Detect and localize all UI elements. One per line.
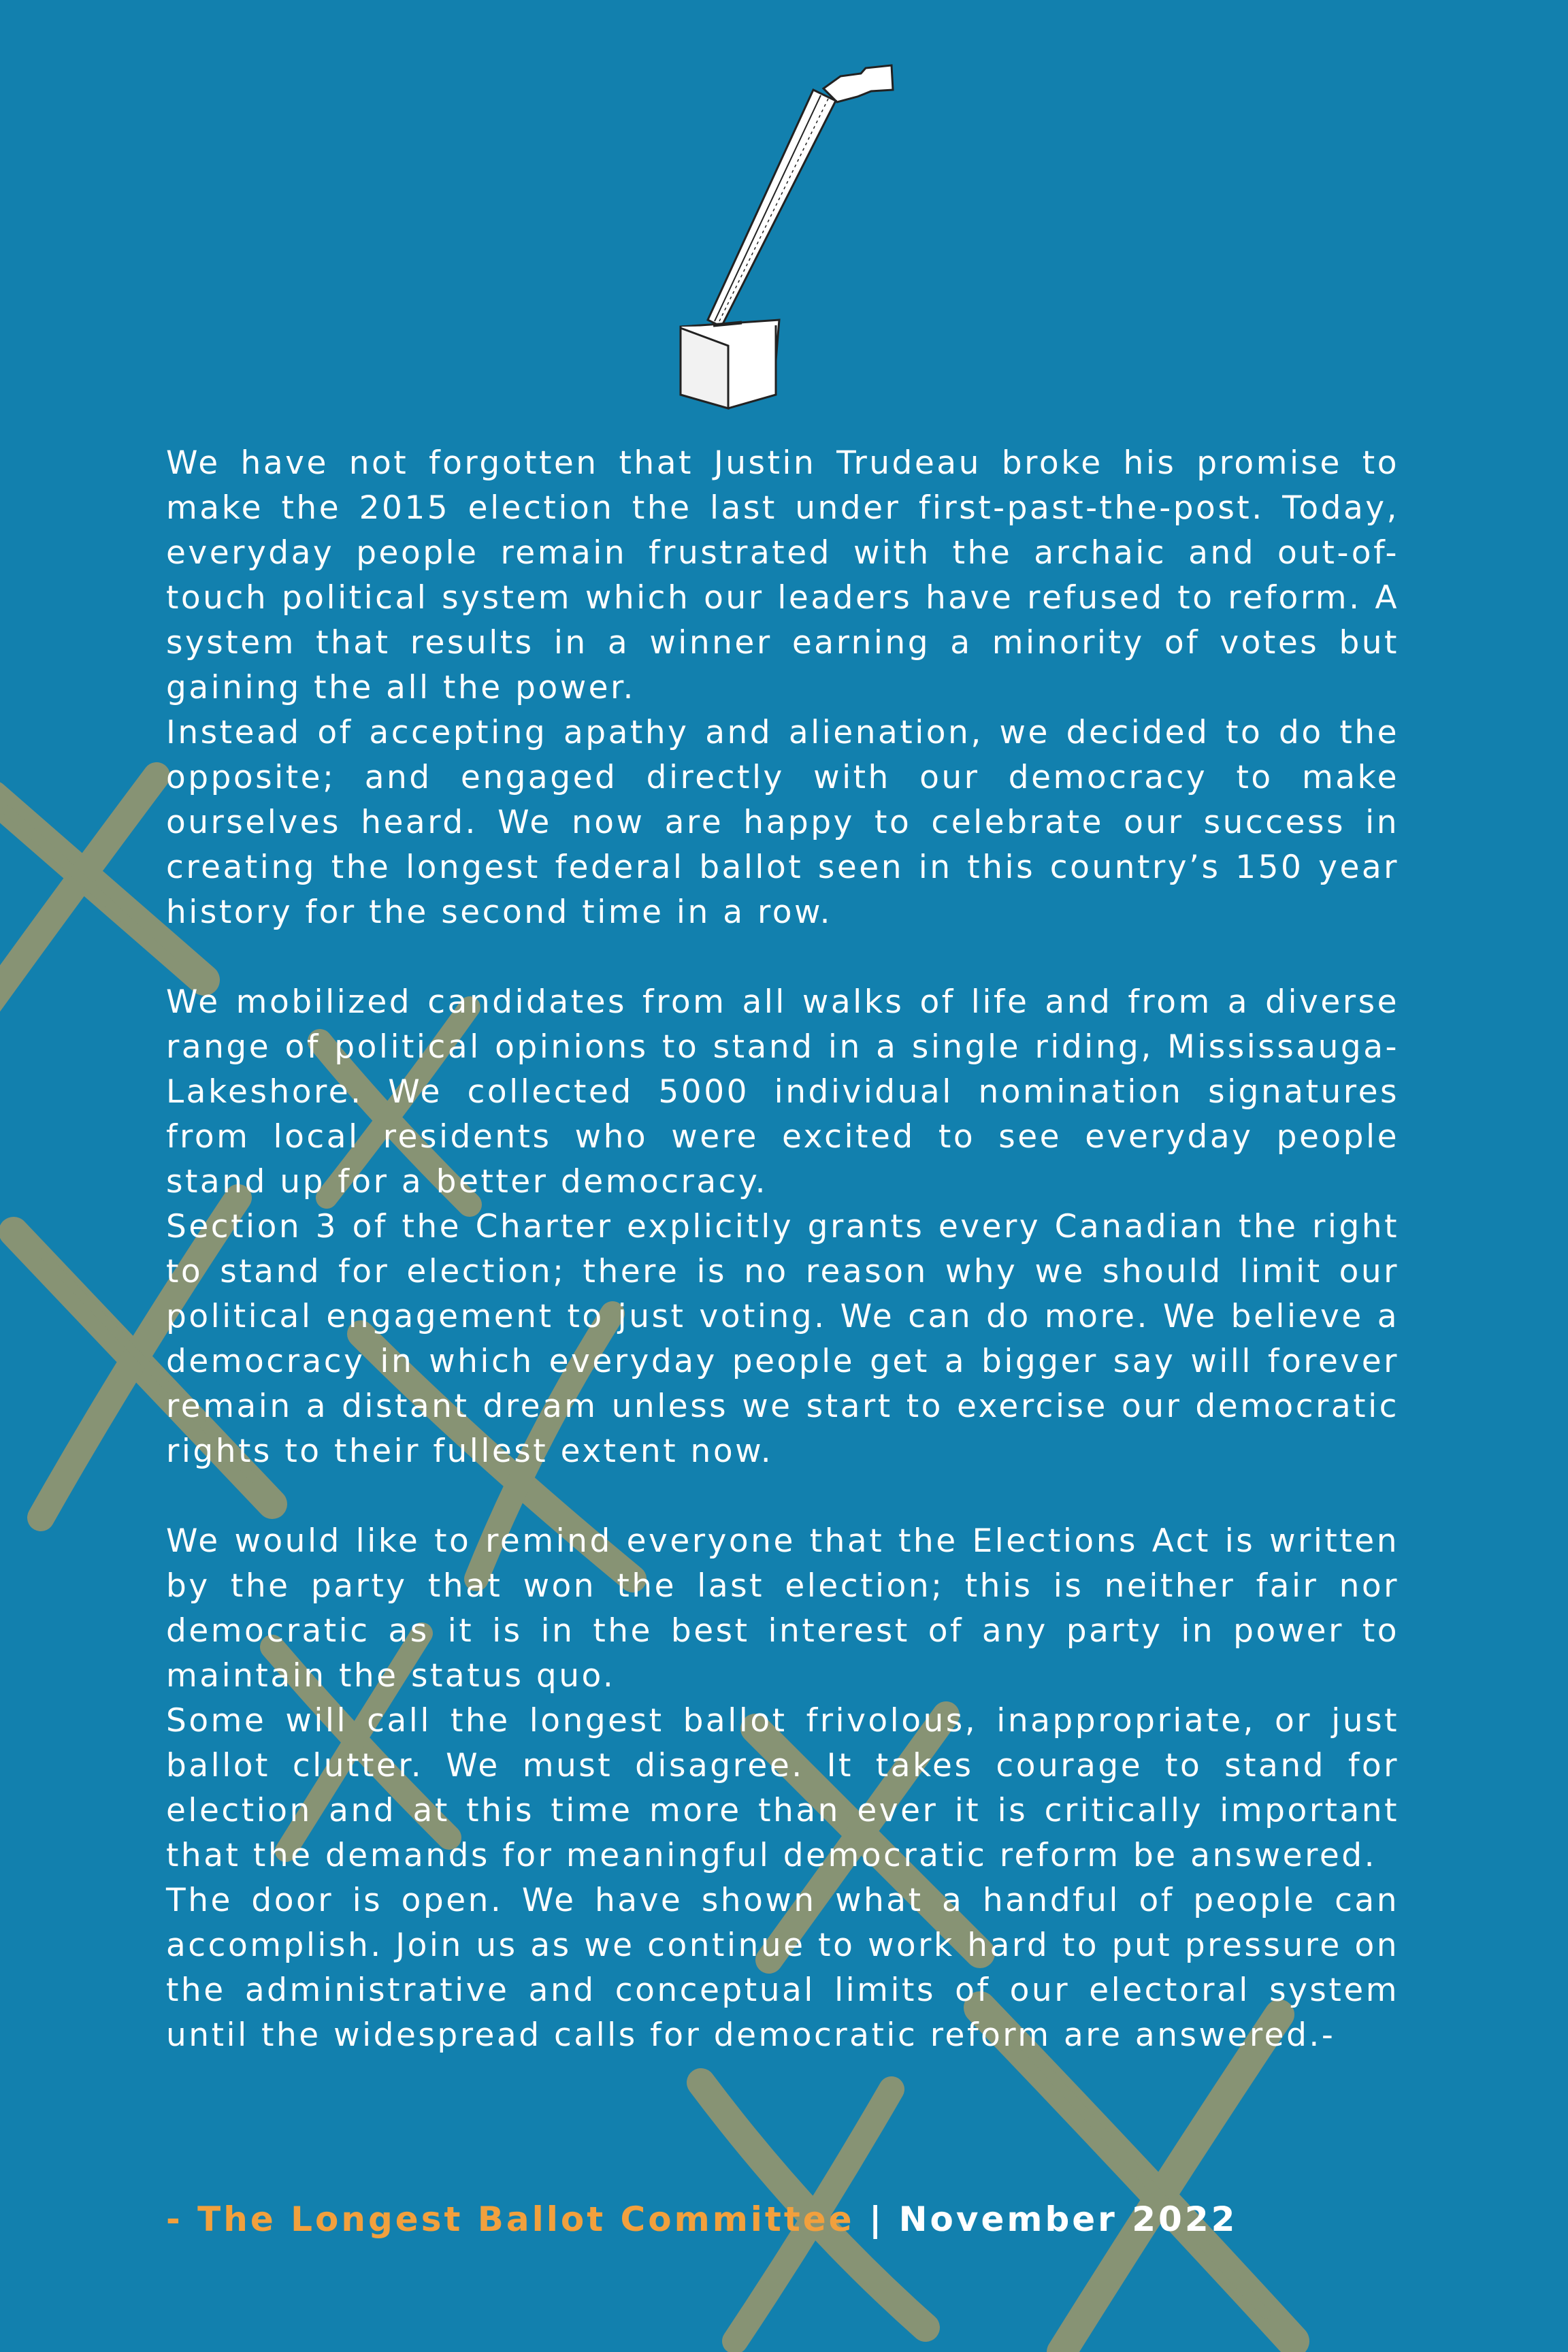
signature-date: November 2022 — [898, 2200, 1238, 2239]
statement-paragraph: Instead of accepting apathy and alienation, we decided to do the opposite; and engaged directly with our democracy to make ourselves heard. We now are happy to celebrate our success in creating the longest federal ballot seen in this country’s 150 year history for the second time in a row. — [166, 714, 1399, 931]
statement-paragraph: We mobilized candidates from all walks of life and from a diverse range of political opinions to stand in a single riding, Mississauga-Lakeshore. We collected 5000 individual nomination signatures from local residents who were excited to see everyday people stand up for a better democracy. — [166, 983, 1399, 1200]
signature-line — [166, 2195, 1399, 2243]
statement-paragraph: We would like to remind everyone that the Elections Act is written by the party that won the last election; this is neither fair nor democratic as it is in the best interest of any party in power to maintain the status quo. — [166, 1522, 1399, 1695]
signature-separator: | — [868, 2200, 885, 2239]
x-mark-icon — [980, 2008, 1293, 2352]
committee-statement — [166, 441, 1399, 2058]
statement-paragraph: The door is open. We have shown what a handful of people can accomplish. Join us as we continue to work hard to put pressure on the administrative and conceptual limits of our electoral system until the widespread calls for democratic reform are answered.- — [166, 1882, 1399, 2054]
statement-paragraph: We have not forgotten that Justin Trudeau broke his promise to make the 2015 election the last under first-past-the-post. Today, everyday people remain frustrated with the archaic and out-of-touch political system which our leaders have refused to reform. A system that results in a winner earning a minority of votes but gaining the all the power. — [166, 444, 1399, 706]
statement-paragraph: Some will call the longest ballot frivolous, inappropriate, or just ballot clutter. We must disagree. It takes courage to stand for election and at this time more than ever it is critically important that the demands for meaningful democratic reform be answered. — [166, 1702, 1399, 1874]
statement-paragraph: Section 3 of the Charter explicitly grants every Canadian the right to stand for election; there is no reason why we should limit our political engagement to just voting. We can do more. We believe a democracy in which everyday people get a bigger say will forever remain a distant dream unless we start to exercise our democratic rights to their fullest extent now. — [166, 1208, 1399, 1470]
signature-committee-name: - The Longest Ballot Committee — [166, 2200, 855, 2239]
ballot-box-with-long-ballot-icon — [653, 61, 912, 415]
